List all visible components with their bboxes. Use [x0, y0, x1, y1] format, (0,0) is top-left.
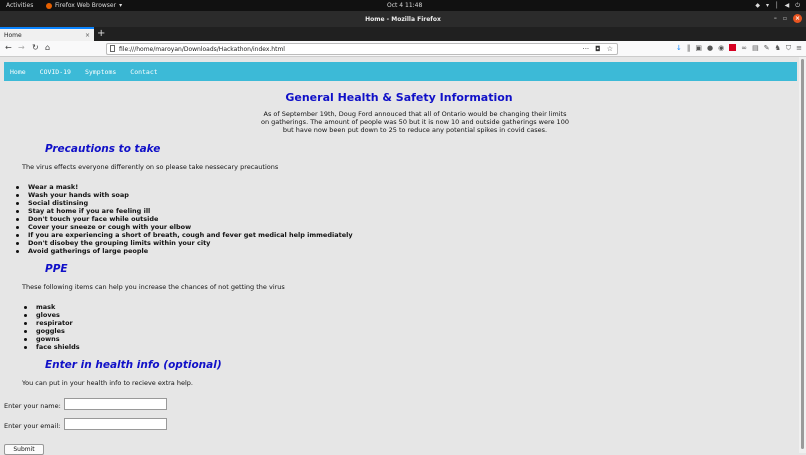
precautions-heading: Precautions to take — [45, 143, 161, 155]
list-item: Stay at home if you are feeling ill — [28, 207, 353, 215]
system-tray[interactable] — [755, 2, 800, 10]
reload-icon[interactable]: ↻ — [32, 43, 39, 52]
health-info-text: You can put in your health info to recieve extra help. — [22, 379, 193, 387]
app-menu[interactable] — [46, 2, 122, 9]
url-actions — [582, 45, 613, 53]
navigation-toolbar — [0, 41, 806, 57]
extension-icon[interactable]: ∞ — [741, 44, 748, 52]
network-icon: ◆ — [755, 1, 760, 9]
list-item: Cover your sneeze or cough with your elbow — [28, 223, 353, 231]
extension-icon[interactable]: ▤ — [752, 44, 759, 52]
nav-link-home[interactable]: Home — [10, 67, 26, 76]
url-bar[interactable] — [106, 43, 618, 55]
extension-icon[interactable]: ♞ — [774, 44, 781, 52]
list-item: mask — [36, 303, 80, 311]
list-item: goggles — [36, 327, 80, 335]
list-item: If you are experiencing a short of breath, cough and fever get medical help immediately — [28, 231, 353, 239]
nav-link-covid19[interactable]: COVID-19 — [39, 67, 71, 76]
nav-link-symptoms[interactable]: Symptoms — [84, 67, 117, 76]
precautions-list — [28, 183, 353, 255]
site-nav — [4, 62, 797, 81]
window-controls — [774, 14, 802, 23]
system-clock[interactable]: Oct 4 11:48 — [387, 2, 423, 9]
scrollbar-thumb[interactable] — [801, 59, 804, 449]
ppe-text: These following items can help you increase the chances of not getting the virus — [22, 283, 285, 291]
extension-icon[interactable]: ◉ — [718, 44, 725, 52]
tab-label: Home — [4, 31, 22, 39]
list-item: Don't touch your face while outside — [28, 215, 353, 223]
list-item: face shields — [36, 343, 80, 351]
scrollbar[interactable] — [799, 57, 806, 453]
list-item: respirator — [36, 319, 80, 327]
downloads-icon[interactable]: ↓ — [676, 44, 682, 52]
system-top-bar — [0, 0, 806, 11]
forward-icon[interactable]: → — [18, 43, 25, 52]
account-icon[interactable]: ● — [707, 44, 714, 52]
name-input[interactable] — [64, 398, 167, 410]
new-tab-icon[interactable]: + — [97, 28, 106, 39]
mic-icon: │ — [775, 1, 779, 9]
health-info-heading: Enter in health info (optional) — [45, 359, 222, 371]
activities-button[interactable]: Activities — [6, 2, 34, 9]
toolbar-icons — [676, 44, 802, 53]
nav-link-contact[interactable]: Contact — [130, 67, 158, 76]
page-content — [0, 57, 806, 453]
firefox-icon — [46, 3, 52, 9]
name-label: Enter your name: — [4, 402, 61, 410]
back-icon[interactable]: ← — [5, 43, 12, 52]
submit-button[interactable]: Submit — [4, 444, 44, 455]
pocket-icon[interactable]: ◘ — [595, 45, 601, 53]
minimize-icon[interactable]: – — [773, 15, 777, 22]
chevron-down-icon: ▾ — [119, 2, 123, 9]
intro-paragraph: As of September 19th, Doug Ford annouced that all of Ontario would be changing their limits on gatherings. The amount of people was 50 but it is now 10 and outside gatherings were 100 but have now been put down to 25 to reduce any potential spikes in covid cases. — [261, 110, 569, 134]
power-icon: ⏻ — [795, 1, 800, 9]
volume-icon: ◀ — [784, 1, 790, 9]
wifi-icon: ▾ — [765, 1, 769, 9]
bookmark-star-icon[interactable]: ☆ — [606, 45, 613, 53]
close-window-icon[interactable]: × — [794, 15, 801, 22]
page-actions-icon[interactable]: ··· — [582, 45, 590, 53]
list-item: gloves — [36, 311, 80, 319]
menu-icon[interactable]: ≡ — [796, 44, 802, 52]
list-item: gowns — [36, 335, 80, 343]
ppe-heading: PPE — [45, 263, 68, 275]
list-item: Avoid gatherings of large people — [28, 247, 353, 255]
shield-icon[interactable]: ⛉ — [785, 44, 792, 52]
email-label: Enter your email: — [4, 422, 61, 430]
window-title: Home - Mozilla Firefox — [365, 15, 441, 23]
list-item: Wear a mask! — [28, 183, 353, 191]
pdf-extension-icon[interactable] — [729, 44, 736, 51]
home-icon[interactable]: ⌂ — [45, 43, 51, 52]
maximize-icon[interactable]: ▫ — [782, 15, 787, 22]
page-icon — [110, 45, 115, 52]
app-menu-label: Firefox Web Browser — [55, 2, 117, 9]
email-input[interactable] — [64, 418, 167, 430]
list-item: Don't disobey the grouping limits within your city — [28, 239, 353, 247]
page-title: General Health & Safety Information — [285, 91, 513, 104]
precautions-text: The virus effects everyone differently on so please take nessecary precautions — [22, 163, 279, 171]
list-item: Social distinsing — [28, 199, 353, 207]
extension-icon[interactable]: ✎ — [763, 44, 770, 52]
tab-bar — [0, 27, 806, 41]
window-titlebar — [0, 11, 806, 27]
ppe-list — [36, 303, 80, 351]
close-tab-icon[interactable]: × — [84, 31, 90, 39]
tab-home[interactable] — [0, 27, 94, 41]
list-item: Wash your hands with soap — [28, 191, 353, 199]
sidebar-icon[interactable]: ▣ — [695, 44, 703, 52]
url-text: file:///home/maroyan/Downloads/Hackathon/index.html — [119, 45, 285, 53]
library-icon[interactable]: ‖ — [686, 44, 691, 52]
